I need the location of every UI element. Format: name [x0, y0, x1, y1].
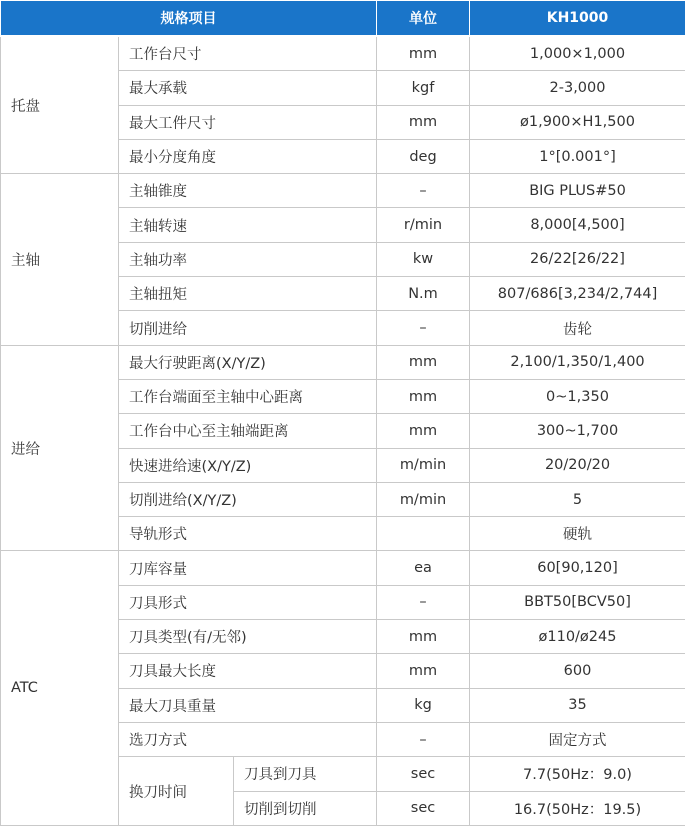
row-value: 固定方式 [470, 722, 685, 756]
row-subitem: 切削到切削 [234, 791, 377, 825]
row-value: 2-3,000 [470, 71, 685, 105]
row-unit: – [377, 311, 470, 345]
row-unit: m/min [377, 448, 470, 482]
table-row [1, 345, 685, 379]
group-atc: ATC [1, 551, 119, 825]
row-item: 导轨形式 [119, 517, 377, 551]
row-value: 齿轮 [470, 311, 685, 345]
row-item: 切削进给 [119, 311, 377, 345]
row-unit: mm [377, 105, 470, 139]
row-item: 工作台中心至主轴端距离 [119, 414, 377, 448]
row-value: BIG PLUS#50 [470, 174, 685, 208]
row-value: 807/686[3,234/2,744] [470, 277, 685, 311]
row-item: 工作台端面至主轴中心距离 [119, 379, 377, 413]
row-value: 2,100/1,350/1,400 [470, 345, 685, 379]
group-pallet: 托盘 [1, 36, 119, 174]
row-item: 刀具形式 [119, 585, 377, 619]
row-value: 600 [470, 654, 685, 688]
row-item: 刀具最大长度 [119, 654, 377, 688]
row-unit: sec [377, 791, 470, 825]
row-item: 主轴功率 [119, 242, 377, 276]
table-row [1, 551, 685, 585]
row-value: 35 [470, 688, 685, 722]
header-model: KH1000 [470, 1, 685, 37]
row-value: ø1,900×H1,500 [470, 105, 685, 139]
row-item: 工作台尺寸 [119, 36, 377, 71]
row-item: 最大行驶距离(X/Y/Z) [119, 345, 377, 379]
row-item: 选刀方式 [119, 722, 377, 756]
row-value: 8,000[4,500] [470, 208, 685, 242]
row-unit: mm [377, 620, 470, 654]
row-value: 26/22[26/22] [470, 242, 685, 276]
row-value: 20/20/20 [470, 448, 685, 482]
row-item: 切削进给(X/Y/Z) [119, 482, 377, 516]
row-item: 主轴扭矩 [119, 277, 377, 311]
row-value: 7.7(50Hz：9.0) [470, 757, 685, 791]
row-unit: r/min [377, 208, 470, 242]
row-unit: mm [377, 414, 470, 448]
table-row [1, 36, 685, 71]
row-unit: ea [377, 551, 470, 585]
row-item: 主轴锥度 [119, 174, 377, 208]
row-value: ø110/ø245 [470, 620, 685, 654]
row-item: 最大承载 [119, 71, 377, 105]
row-subitem: 刀具到刀具 [234, 757, 377, 791]
row-value: 60[90,120] [470, 551, 685, 585]
row-value: BBT50[BCV50] [470, 585, 685, 619]
tool-change-label: 换刀时间 [119, 757, 234, 826]
row-item: 刀库容量 [119, 551, 377, 585]
row-unit: sec [377, 757, 470, 791]
row-unit: mm [377, 36, 470, 71]
table-row [1, 174, 685, 208]
row-item: 最小分度角度 [119, 139, 377, 173]
row-item: 快速进给速(X/Y/Z) [119, 448, 377, 482]
row-value: 5 [470, 482, 685, 516]
row-unit: deg [377, 139, 470, 173]
row-unit: kw [377, 242, 470, 276]
row-item: 最大工件尺寸 [119, 105, 377, 139]
row-unit: – [377, 585, 470, 619]
row-item: 主轴转速 [119, 208, 377, 242]
row-value: 300~1,700 [470, 414, 685, 448]
header-unit: 单位 [377, 1, 470, 37]
row-value: 1,000×1,000 [470, 36, 685, 71]
group-feed: 进给 [1, 345, 119, 551]
row-unit: m/min [377, 482, 470, 516]
row-item: 最大刀具重量 [119, 688, 377, 722]
row-unit: kgf [377, 71, 470, 105]
row-value: 1°[0.001°] [470, 139, 685, 173]
row-value: 0~1,350 [470, 379, 685, 413]
row-value: 16.7(50Hz：19.5) [470, 791, 685, 825]
row-unit: N.m [377, 277, 470, 311]
header-row [1, 1, 685, 37]
row-unit: mm [377, 345, 470, 379]
row-unit: kg [377, 688, 470, 722]
row-unit: – [377, 174, 470, 208]
row-unit: – [377, 722, 470, 756]
row-item: 刀具类型(有/无邻) [119, 620, 377, 654]
row-unit: mm [377, 654, 470, 688]
row-unit: mm [377, 379, 470, 413]
header-item: 规格项目 [1, 1, 377, 37]
group-spindle: 主轴 [1, 174, 119, 345]
row-unit [377, 517, 470, 551]
row-value: 硬轨 [470, 517, 685, 551]
